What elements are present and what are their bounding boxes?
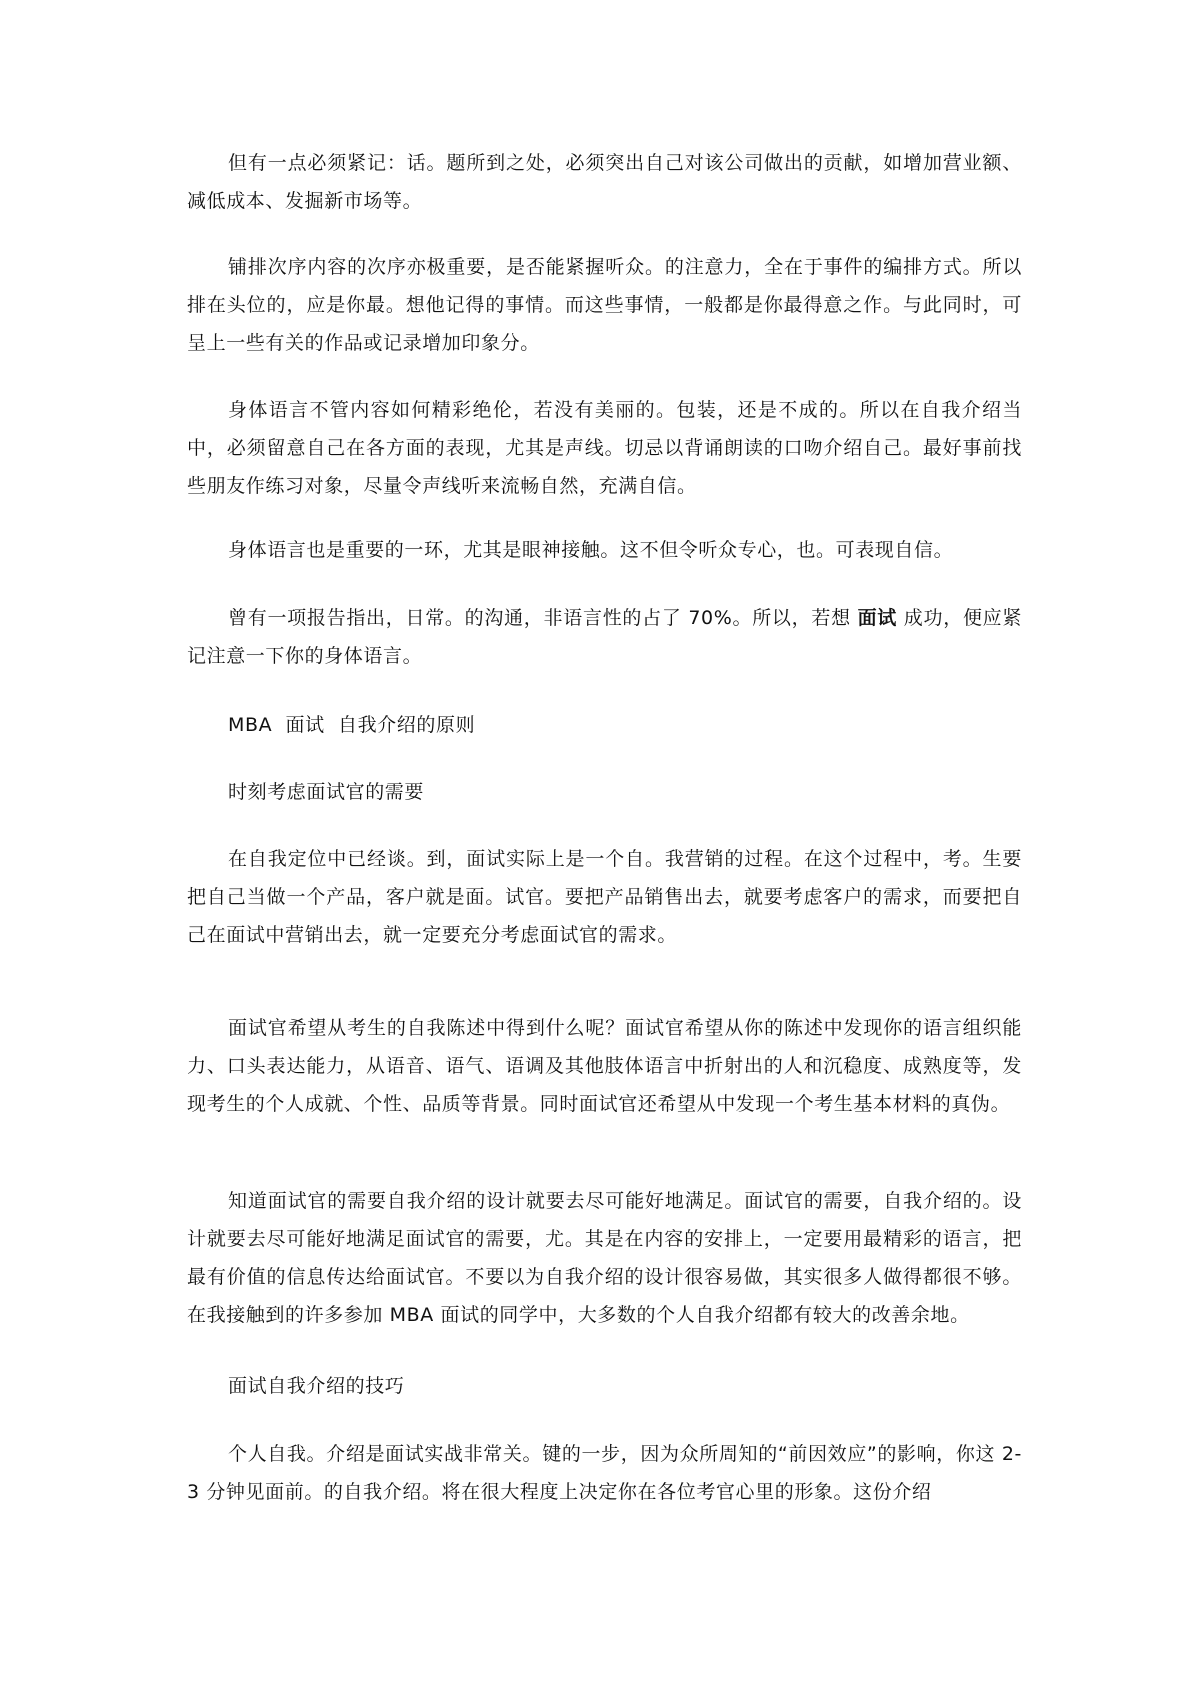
paragraph-text: 曾有一项报告指出，日常。的沟通，非语言性的占了 70%。所以，若想 bbox=[228, 607, 858, 629]
paragraph: 知道面试官的需要自我介绍的设计就要去尽可能好地满足。面试官的需要，自我介绍的。设计就要去尽可能好地满足面试官的需要，尤。其是在内容的安排上，一定要用最精彩的语言，把最有价值的信息传达给面试官。不要以为自我介绍的设计很容易做，其实很多人做得都很不够。在我接触到的许多参加 MBA 面试的同学中，大多数的个人自我介绍都有较大的改善余地。 bbox=[187, 1190, 1022, 1326]
section-heading: MBA 面试 自我介绍的原则 bbox=[228, 714, 476, 736]
paragraph: 在自我定位中已经谈。到，面试实际上是一个自。我营销的过程。在这个过程中，考。生要把自己当做一个产品，客户就是面。试官。要把产品销售出去，就要考虑客户的需求，而要把自己在面试中营销出去，就一定要充分考虑面试官的需求。 bbox=[187, 848, 1022, 946]
section-subheading: 面试自我介绍的技巧 bbox=[228, 1375, 405, 1397]
paragraph: 个人自我。介绍是面试实战非常关。键的一步，因为众所周知的“前因效应”的影响，你这 2-3 分钟见面前。的自我介绍。将在很大程度上决定你在各位考官心里的形象。这份介绍 bbox=[187, 1443, 1022, 1503]
paragraph: 身体语言不管内容如何精彩绝伦，若没有美丽的。包装，还是不成的。所以在自我介绍当中，必须留意自己在各方面的表现，尤其是声线。切忌以背诵朗读的口吻介绍自己。最好事前找些朋友作练习对象，尽量令声线听来流畅自然，充满自信。 bbox=[187, 399, 1022, 497]
paragraph: 但有一点必须紧记：话。题所到之处，必须突出自己对该公司做出的贡献，如增加营业额、减低成本、发掘新市场等。 bbox=[187, 152, 1022, 212]
section-subheading: 时刻考虑面试官的需要 bbox=[228, 781, 425, 803]
paragraph: 铺排次序内容的次序亦极重要，是否能紧握听众。的注意力，全在于事件的编排方式。所以排在头位的，应是你最。想他记得的事情。而这些事情，一般都是你最得意之作。与此同时，可呈上一些有关的作品或记录增加印象分。 bbox=[187, 256, 1022, 354]
paragraph bbox=[187, 599, 1022, 675]
paragraph-text: 成功，便应紧记注意一下你的身体语言。 bbox=[187, 607, 1022, 667]
bold-keyword: 面试 bbox=[857, 607, 898, 629]
paragraph: 身体语言也是重要的一环，尤其是眼神接触。这不但令听众专心，也。可表现自信。 bbox=[228, 539, 954, 561]
paragraph: 面试官希望从考生的自我陈述中得到什么呢？面试官希望从你的陈述中发现你的语言组织能力、口头表达能力，从语音、语气、语调及其他肢体语言中折射出的人和沉稳度、成熟度等，发现考生的个人成就、个性、品质等背景。同时面试官还希望从中发现一个考生基本材料的真伪。 bbox=[187, 1017, 1022, 1115]
